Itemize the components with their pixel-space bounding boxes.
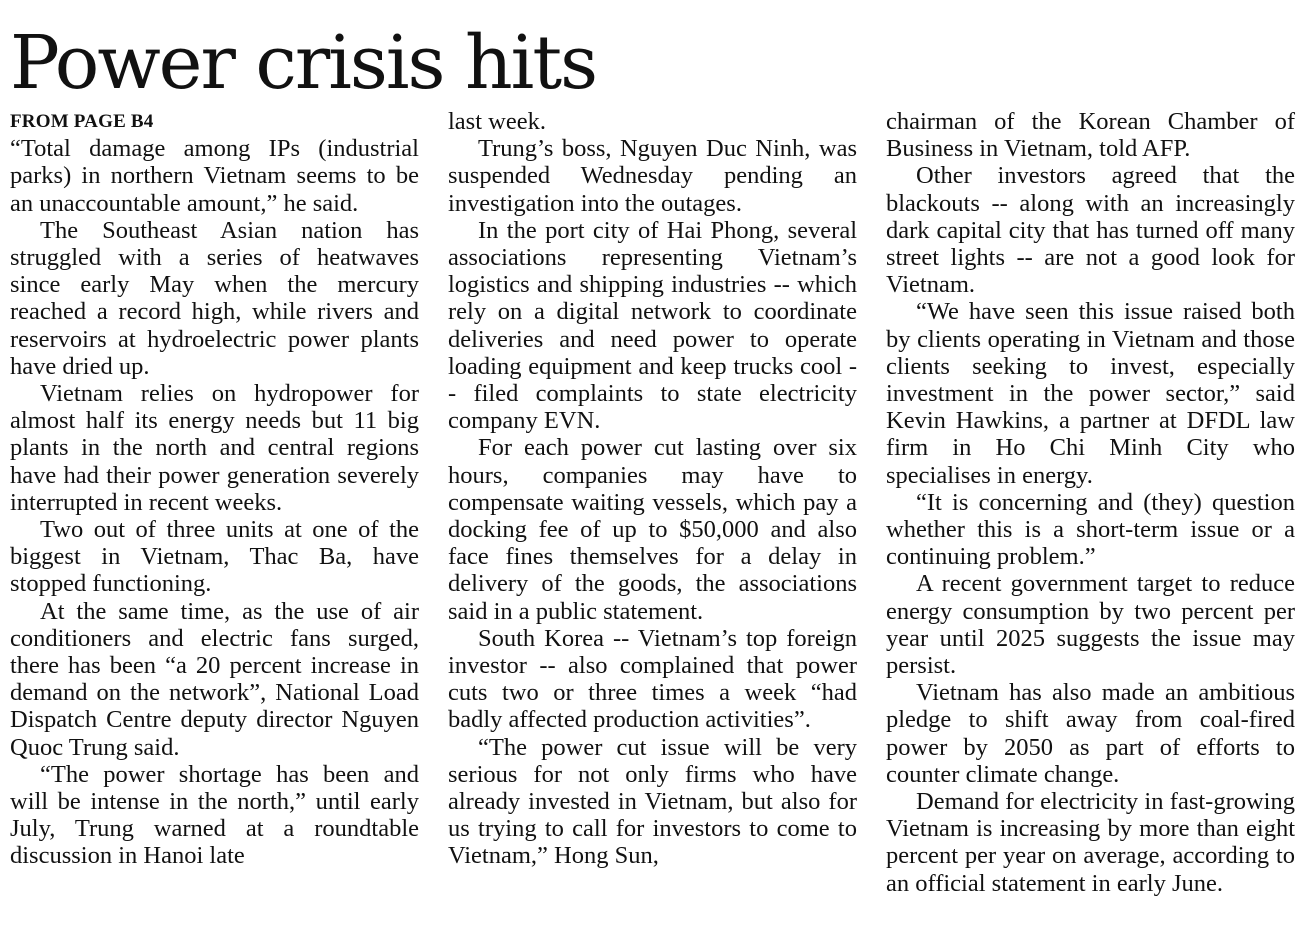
article-paragraph: In the port city of Hai Phong, several associations representing Vietnam’s logistics and shipping industries -- which rely on a digital network to coordinate deliveries and need power to operate loading equipment and keep trucks cool -- filed complaints to state electricity company EVN.: [448, 216, 857, 435]
article-paragraph: “Total damage among IPs (industrial parks) in northern Vietnam seems to be an unaccountable amount,” he said.: [10, 135, 419, 217]
article-paragraph: Demand for electricity in fast-growing Vietnam is increasing by more than eight percent per year on average, according to an official statement in early June.: [886, 788, 1295, 897]
article-paragraph: South Korea -- Vietnam’s top foreign investor -- also complained that power cuts two or three times a week “had badly affected production activities”.: [448, 624, 857, 734]
article-column-2: [448, 108, 857, 870]
headline: Power crisis hits: [10, 20, 597, 106]
article-paragraph: “It is concerning and (they) question whether this is a short-term issue or a continuing problem.”: [886, 488, 1295, 571]
article-column-1: [10, 108, 419, 870]
article-paragraph: “The power shortage has been and will be intense in the north,” until early July, Trung warned at a roundtable discussion in Hanoi late: [10, 760, 419, 870]
article-paragraph: Two out of three units at one of the biggest in Vietnam, Thac Ba, have stopped functioning.: [10, 516, 419, 598]
article-paragraph: “The power cut issue will be very serious for not only firms who have already invested in Vietnam, but also for us trying to call for investors to come to Vietnam,” Hong Sun,: [448, 733, 857, 870]
article-paragraph: Vietnam has also made an ambitious pledge to shift away from coal-fired power by 2050 as part of efforts to counter climate change.: [886, 679, 1295, 788]
article-paragraph: For each power cut lasting over six hours, companies may have to compensate waiting vessels, which pay a docking fee of up to $50,000 and also face fines themselves for a delay in delivery of the goods, the associations said in a public statement.: [448, 434, 857, 625]
article-paragraph: The Southeast Asian nation has struggled with a series of heatwaves since early May when the mercury reached a record high, while rivers and reservoirs at hydroelectric power plants have dried up.: [10, 216, 419, 380]
article-paragraph: Trung’s boss, Nguyen Duc Ninh, was suspended Wednesday pending an investigation into the outages.: [448, 135, 857, 217]
article-paragraph: last week.: [448, 108, 546, 135]
article-paragraph: “We have seen this issue raised both by clients operating in Vietnam and those clients seeking to invest, especially investment in the power sector,” said Kevin Hawkins, a partner at DFDL law firm in Ho Chi Minh City who specialises in energy.: [886, 298, 1295, 489]
article-paragraph: chairman of the Korean Chamber of Business in Vietnam, told AFP.: [886, 108, 1295, 163]
article-paragraph: At the same time, as the use of air conditioners and electric fans surged, there has been “a 20 percent increase in demand on the network”, National Load Dispatch Centre deputy director Nguyen Quoc Trung said.: [10, 597, 419, 761]
kicker-from-page: FROM PAGE B4: [10, 111, 154, 132]
article-paragraph: A recent government target to reduce energy consumption by two percent per year until 2025 suggests the issue may persist.: [886, 570, 1295, 680]
article-paragraph: Other investors agreed that the blackouts -- along with an increasingly dark capital city that has turned off many street lights -- are not a good look for Vietnam.: [886, 162, 1295, 299]
article-paragraph: Vietnam relies on hydropower for almost half its energy needs but 11 big plants in the north and central regions have had their power generation severely interrupted in recent weeks.: [10, 380, 419, 516]
article-column-3: [886, 108, 1295, 897]
